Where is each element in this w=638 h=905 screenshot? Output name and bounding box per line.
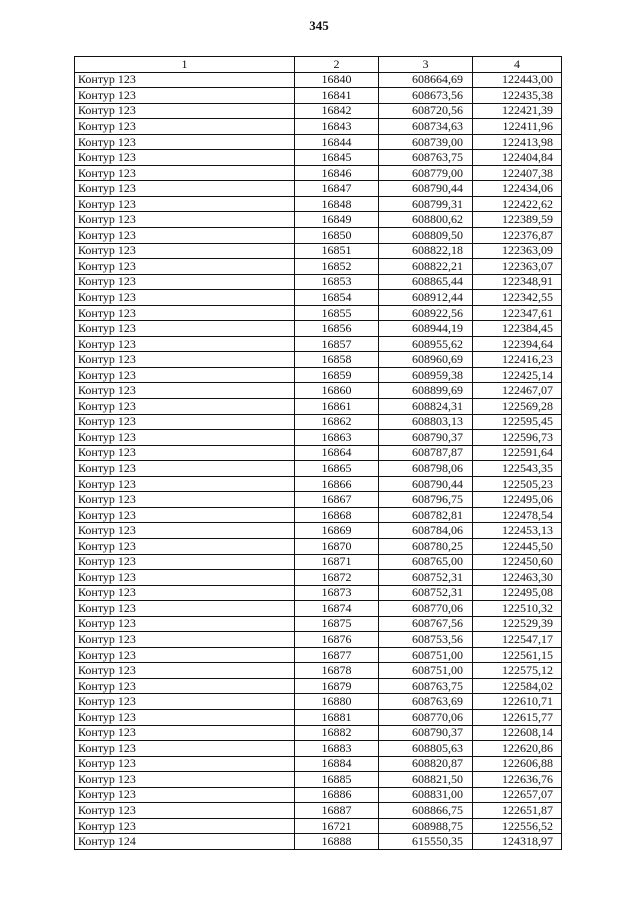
y-coordinate-cell: 124318,97 — [473, 834, 562, 850]
point-number-cell: 16880 — [295, 694, 379, 710]
y-coordinate-cell: 122363,07 — [473, 259, 562, 275]
point-number-cell: 16870 — [295, 538, 379, 554]
contour-name-cell: Контур 123 — [75, 523, 295, 539]
column-header-2: 2 — [295, 57, 379, 73]
table-row — [75, 818, 562, 834]
table-row — [75, 772, 562, 788]
contour-name-cell: Контур 123 — [75, 818, 295, 834]
contour-name-cell: Контур 123 — [75, 616, 295, 632]
y-coordinate-cell: 122413,98 — [473, 134, 562, 150]
point-number-cell: 16859 — [295, 367, 379, 383]
y-coordinate-cell: 122561,15 — [473, 647, 562, 663]
point-number-cell: 16861 — [295, 399, 379, 415]
x-coordinate-cell: 608796,75 — [379, 492, 473, 508]
point-number-cell: 16721 — [295, 818, 379, 834]
contour-name-cell: Контур 123 — [75, 228, 295, 244]
column-header-3: 3 — [379, 57, 473, 73]
y-coordinate-cell: 122389,59 — [473, 212, 562, 228]
x-coordinate-cell: 608770,06 — [379, 709, 473, 725]
x-coordinate-cell: 608673,56 — [379, 88, 473, 104]
table-row — [75, 181, 562, 197]
x-coordinate-cell: 608803,13 — [379, 414, 473, 430]
table-row — [75, 259, 562, 275]
contour-name-cell: Контур 123 — [75, 725, 295, 741]
point-number-cell: 16865 — [295, 461, 379, 477]
y-coordinate-cell: 122463,30 — [473, 570, 562, 586]
contour-name-cell: Контур 123 — [75, 103, 295, 119]
table-row — [75, 601, 562, 617]
y-coordinate-cell: 122608,14 — [473, 725, 562, 741]
x-coordinate-cell: 608955,62 — [379, 336, 473, 352]
y-coordinate-cell: 122495,08 — [473, 585, 562, 601]
table-header-row — [75, 57, 562, 73]
y-coordinate-cell: 122376,87 — [473, 228, 562, 244]
table-row — [75, 756, 562, 772]
table-row — [75, 507, 562, 523]
table-row — [75, 741, 562, 757]
contour-name-cell: Контур 123 — [75, 787, 295, 803]
contour-name-cell: Контур 123 — [75, 554, 295, 570]
point-number-cell: 16875 — [295, 616, 379, 632]
contour-name-cell: Контур 123 — [75, 570, 295, 586]
point-number-cell: 16850 — [295, 228, 379, 244]
table-row — [75, 414, 562, 430]
column-header-1: 1 — [75, 57, 295, 73]
x-coordinate-cell: 608751,00 — [379, 663, 473, 679]
x-coordinate-cell: 608765,00 — [379, 554, 473, 570]
y-coordinate-cell: 122453,13 — [473, 523, 562, 539]
contour-name-cell: Контур 123 — [75, 601, 295, 617]
y-coordinate-cell: 122510,32 — [473, 601, 562, 617]
contour-name-cell: Контур 123 — [75, 336, 295, 352]
x-coordinate-cell: 608779,00 — [379, 165, 473, 181]
point-number-cell: 16867 — [295, 492, 379, 508]
x-coordinate-cell: 608899,69 — [379, 383, 473, 399]
table-row — [75, 88, 562, 104]
x-coordinate-cell: 608753,56 — [379, 632, 473, 648]
table-row — [75, 803, 562, 819]
y-coordinate-cell: 122620,86 — [473, 741, 562, 757]
point-number-cell: 16848 — [295, 196, 379, 212]
table-row — [75, 585, 562, 601]
point-number-cell: 16878 — [295, 663, 379, 679]
point-number-cell: 16842 — [295, 103, 379, 119]
contour-name-cell: Контур 123 — [75, 414, 295, 430]
x-coordinate-cell: 608822,18 — [379, 243, 473, 259]
y-coordinate-cell: 122467,07 — [473, 383, 562, 399]
contour-name-cell: Контур 123 — [75, 399, 295, 415]
x-coordinate-cell: 608805,63 — [379, 741, 473, 757]
y-coordinate-cell: 122543,35 — [473, 461, 562, 477]
contour-name-cell: Контур 123 — [75, 367, 295, 383]
contour-name-cell: Контур 123 — [75, 772, 295, 788]
contour-name-cell: Контур 123 — [75, 507, 295, 523]
y-coordinate-cell: 122445,50 — [473, 538, 562, 554]
x-coordinate-cell: 608763,75 — [379, 150, 473, 166]
contour-name-cell: Контур 123 — [75, 756, 295, 772]
x-coordinate-cell: 608790,44 — [379, 476, 473, 492]
x-coordinate-cell: 608780,25 — [379, 538, 473, 554]
table-row — [75, 150, 562, 166]
x-coordinate-cell: 608912,44 — [379, 290, 473, 306]
x-coordinate-cell: 608822,21 — [379, 259, 473, 275]
table-row — [75, 290, 562, 306]
point-number-cell: 16881 — [295, 709, 379, 725]
y-coordinate-cell: 122595,45 — [473, 414, 562, 430]
table-row — [75, 321, 562, 337]
y-coordinate-cell: 122584,02 — [473, 678, 562, 694]
x-coordinate-cell: 608820,87 — [379, 756, 473, 772]
x-coordinate-cell: 608751,00 — [379, 647, 473, 663]
point-number-cell: 16858 — [295, 352, 379, 368]
contour-name-cell: Контур 123 — [75, 274, 295, 290]
table-row — [75, 492, 562, 508]
y-coordinate-cell: 122404,84 — [473, 150, 562, 166]
table-row — [75, 570, 562, 586]
table-body — [75, 72, 562, 849]
point-number-cell: 16855 — [295, 305, 379, 321]
x-coordinate-cell: 608800,62 — [379, 212, 473, 228]
point-number-cell: 16847 — [295, 181, 379, 197]
contour-name-cell: Контур 123 — [75, 290, 295, 306]
x-coordinate-cell: 608831,00 — [379, 787, 473, 803]
point-number-cell: 16868 — [295, 507, 379, 523]
table-row — [75, 538, 562, 554]
table-row — [75, 305, 562, 321]
table-row — [75, 554, 562, 570]
y-coordinate-cell: 122347,61 — [473, 305, 562, 321]
contour-name-cell: Контур 123 — [75, 492, 295, 508]
contour-name-cell: Контур 123 — [75, 212, 295, 228]
point-number-cell: 16882 — [295, 725, 379, 741]
x-coordinate-cell: 608988,75 — [379, 818, 473, 834]
x-coordinate-cell: 608809,50 — [379, 228, 473, 244]
y-coordinate-cell: 122556,52 — [473, 818, 562, 834]
point-number-cell: 16872 — [295, 570, 379, 586]
contour-name-cell: Контур 123 — [75, 663, 295, 679]
table-row — [75, 119, 562, 135]
contour-name-cell: Контур 123 — [75, 88, 295, 104]
table-row — [75, 476, 562, 492]
contour-name-cell: Контур 123 — [75, 647, 295, 663]
point-number-cell: 16864 — [295, 445, 379, 461]
contour-name-cell: Контур 123 — [75, 585, 295, 601]
contour-name-cell: Контур 123 — [75, 694, 295, 710]
table-row — [75, 274, 562, 290]
page-number: 345 — [309, 18, 329, 33]
y-coordinate-cell: 122591,64 — [473, 445, 562, 461]
point-number-cell: 16844 — [295, 134, 379, 150]
y-coordinate-cell: 122651,87 — [473, 803, 562, 819]
contour-name-cell: Контур 124 — [75, 834, 295, 850]
table-row — [75, 196, 562, 212]
table-row — [75, 165, 562, 181]
y-coordinate-cell: 122411,96 — [473, 119, 562, 135]
contour-name-cell: Контур 123 — [75, 461, 295, 477]
point-number-cell: 16854 — [295, 290, 379, 306]
y-coordinate-cell: 122348,91 — [473, 274, 562, 290]
point-number-cell: 16863 — [295, 430, 379, 446]
x-coordinate-cell: 608720,56 — [379, 103, 473, 119]
y-coordinate-cell: 122529,39 — [473, 616, 562, 632]
contour-name-cell: Контур 123 — [75, 243, 295, 259]
point-number-cell: 16846 — [295, 165, 379, 181]
table-row — [75, 352, 562, 368]
x-coordinate-cell: 608959,38 — [379, 367, 473, 383]
contour-name-cell: Контур 123 — [75, 445, 295, 461]
y-coordinate-cell: 122495,06 — [473, 492, 562, 508]
y-coordinate-cell: 122394,64 — [473, 336, 562, 352]
point-number-cell: 16888 — [295, 834, 379, 850]
point-number-cell: 16853 — [295, 274, 379, 290]
y-coordinate-cell: 122425,14 — [473, 367, 562, 383]
table-row — [75, 694, 562, 710]
table-row — [75, 430, 562, 446]
table-row — [75, 632, 562, 648]
table-row — [75, 212, 562, 228]
contour-name-cell: Контур 123 — [75, 72, 295, 88]
table-row — [75, 787, 562, 803]
point-number-cell: 16840 — [295, 72, 379, 88]
x-coordinate-cell: 608960,69 — [379, 352, 473, 368]
contour-name-cell: Контур 123 — [75, 383, 295, 399]
table-row — [75, 461, 562, 477]
table-row — [75, 228, 562, 244]
point-number-cell: 16862 — [295, 414, 379, 430]
x-coordinate-cell: 608865,44 — [379, 274, 473, 290]
point-number-cell: 16869 — [295, 523, 379, 539]
point-number-cell: 16885 — [295, 772, 379, 788]
x-coordinate-cell: 608770,06 — [379, 601, 473, 617]
y-coordinate-cell: 122342,55 — [473, 290, 562, 306]
table-row — [75, 383, 562, 399]
point-number-cell: 16852 — [295, 259, 379, 275]
point-number-cell: 16866 — [295, 476, 379, 492]
y-coordinate-cell: 122575,12 — [473, 663, 562, 679]
point-number-cell: 16871 — [295, 554, 379, 570]
x-coordinate-cell: 608824,31 — [379, 399, 473, 415]
table-row — [75, 445, 562, 461]
contour-name-cell: Контур 123 — [75, 134, 295, 150]
y-coordinate-cell: 122569,28 — [473, 399, 562, 415]
x-coordinate-cell: 608821,50 — [379, 772, 473, 788]
x-coordinate-cell: 608664,69 — [379, 72, 473, 88]
contour-name-cell: Контур 123 — [75, 678, 295, 694]
table-row — [75, 103, 562, 119]
x-coordinate-cell: 608784,06 — [379, 523, 473, 539]
y-coordinate-cell: 122636,76 — [473, 772, 562, 788]
y-coordinate-cell: 122478,54 — [473, 507, 562, 523]
point-number-cell: 16856 — [295, 321, 379, 337]
y-coordinate-cell: 122505,23 — [473, 476, 562, 492]
contour-name-cell: Контур 123 — [75, 709, 295, 725]
y-coordinate-cell: 122606,88 — [473, 756, 562, 772]
contour-name-cell: Контур 123 — [75, 803, 295, 819]
table-row — [75, 647, 562, 663]
point-number-cell: 16883 — [295, 741, 379, 757]
table-row — [75, 399, 562, 415]
contour-name-cell: Контур 123 — [75, 165, 295, 181]
x-coordinate-cell: 608866,75 — [379, 803, 473, 819]
x-coordinate-cell: 608922,56 — [379, 305, 473, 321]
contour-name-cell: Контур 123 — [75, 150, 295, 166]
y-coordinate-cell: 122435,38 — [473, 88, 562, 104]
y-coordinate-cell: 122421,39 — [473, 103, 562, 119]
point-number-cell: 16845 — [295, 150, 379, 166]
x-coordinate-cell: 608790,37 — [379, 725, 473, 741]
contour-name-cell: Контур 123 — [75, 321, 295, 337]
x-coordinate-cell: 608787,87 — [379, 445, 473, 461]
contour-name-cell: Контур 123 — [75, 305, 295, 321]
x-coordinate-cell: 608767,56 — [379, 616, 473, 632]
y-coordinate-cell: 122443,00 — [473, 72, 562, 88]
contour-name-cell: Контур 123 — [75, 538, 295, 554]
x-coordinate-cell: 608782,81 — [379, 507, 473, 523]
y-coordinate-cell: 122610,71 — [473, 694, 562, 710]
point-number-cell: 16874 — [295, 601, 379, 617]
point-number-cell: 16887 — [295, 803, 379, 819]
point-number-cell: 16873 — [295, 585, 379, 601]
contour-name-cell: Контур 123 — [75, 181, 295, 197]
y-coordinate-cell: 122384,45 — [473, 321, 562, 337]
y-coordinate-cell: 122615,77 — [473, 709, 562, 725]
x-coordinate-cell: 608739,00 — [379, 134, 473, 150]
table-row — [75, 367, 562, 383]
y-coordinate-cell: 122416,23 — [473, 352, 562, 368]
x-coordinate-cell: 608790,37 — [379, 430, 473, 446]
coordinates-table — [74, 56, 562, 850]
table-row — [75, 663, 562, 679]
x-coordinate-cell: 608790,44 — [379, 181, 473, 197]
y-coordinate-cell: 122422,62 — [473, 196, 562, 212]
table-row — [75, 709, 562, 725]
contour-name-cell: Контур 123 — [75, 259, 295, 275]
table-row — [75, 834, 562, 850]
point-number-cell: 16841 — [295, 88, 379, 104]
table-row — [75, 678, 562, 694]
table-row — [75, 134, 562, 150]
point-number-cell: 16886 — [295, 787, 379, 803]
point-number-cell: 16884 — [295, 756, 379, 772]
point-number-cell: 16849 — [295, 212, 379, 228]
contour-name-cell: Контур 123 — [75, 632, 295, 648]
x-coordinate-cell: 608944,19 — [379, 321, 473, 337]
column-header-4: 4 — [473, 57, 562, 73]
table-row — [75, 336, 562, 352]
point-number-cell: 16876 — [295, 632, 379, 648]
contour-name-cell: Контур 123 — [75, 476, 295, 492]
contour-name-cell: Контур 123 — [75, 119, 295, 135]
x-coordinate-cell: 608798,06 — [379, 461, 473, 477]
table-row — [75, 616, 562, 632]
y-coordinate-cell: 122363,09 — [473, 243, 562, 259]
x-coordinate-cell: 608799,31 — [379, 196, 473, 212]
y-coordinate-cell: 122547,17 — [473, 632, 562, 648]
y-coordinate-cell: 122407,38 — [473, 165, 562, 181]
point-number-cell: 16879 — [295, 678, 379, 694]
x-coordinate-cell: 608752,31 — [379, 570, 473, 586]
x-coordinate-cell: 608752,31 — [379, 585, 473, 601]
contour-name-cell: Контур 123 — [75, 430, 295, 446]
point-number-cell: 16877 — [295, 647, 379, 663]
x-coordinate-cell: 608763,75 — [379, 678, 473, 694]
x-coordinate-cell: 608734,63 — [379, 119, 473, 135]
point-number-cell: 16857 — [295, 336, 379, 352]
point-number-cell: 16843 — [295, 119, 379, 135]
point-number-cell: 16860 — [295, 383, 379, 399]
contour-name-cell: Контур 123 — [75, 196, 295, 212]
table-row — [75, 523, 562, 539]
table-row — [75, 243, 562, 259]
contour-name-cell: Контур 123 — [75, 741, 295, 757]
table-row — [75, 725, 562, 741]
x-coordinate-cell: 615550,35 — [379, 834, 473, 850]
y-coordinate-cell: 122657,07 — [473, 787, 562, 803]
y-coordinate-cell: 122450,60 — [473, 554, 562, 570]
x-coordinate-cell: 608763,69 — [379, 694, 473, 710]
contour-name-cell: Контур 123 — [75, 352, 295, 368]
point-number-cell: 16851 — [295, 243, 379, 259]
table-row — [75, 72, 562, 88]
y-coordinate-cell: 122434,06 — [473, 181, 562, 197]
y-coordinate-cell: 122596,73 — [473, 430, 562, 446]
